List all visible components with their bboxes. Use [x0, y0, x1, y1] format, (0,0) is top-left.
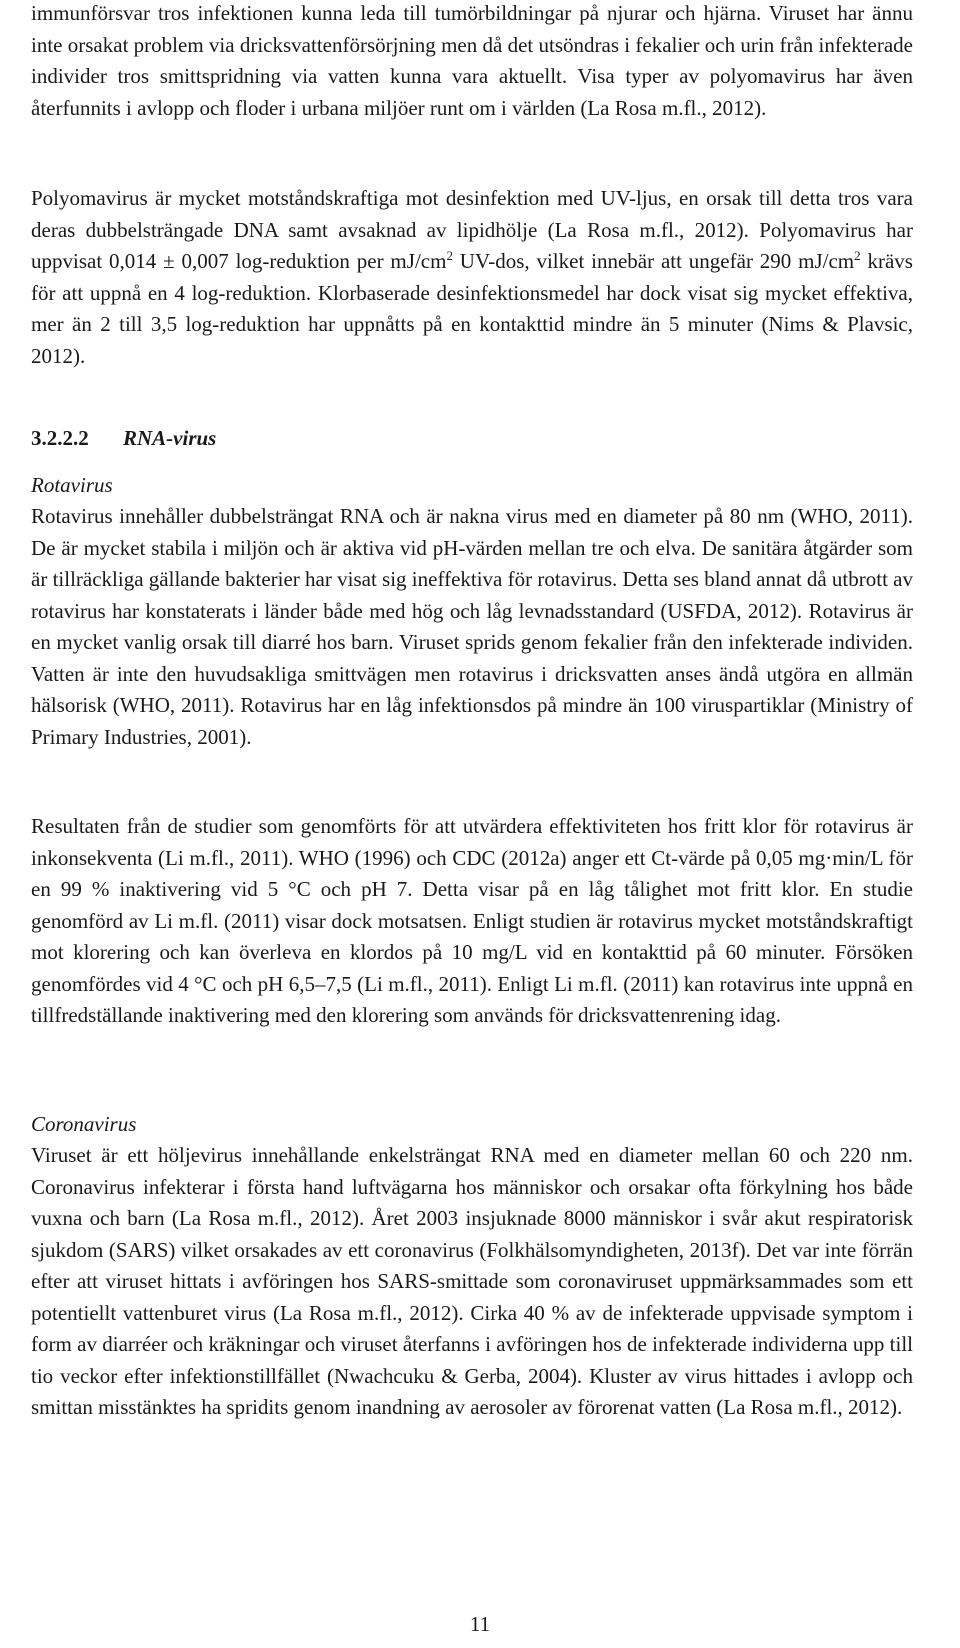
- paragraph-text: Polyomavirus är mycket motståndskraftiga mot desinfektion med UV-ljus, en orsak till detta tros vara deras dubbelsträngade DNA samt avsaknad av lipidhölje (La Rosa m.fl., 2012). Polyomavirus har uppvisat 0,014 ± 0,007 log-reduktion per mJ/cm: [31, 186, 913, 273]
- superscript: 2: [446, 248, 453, 263]
- subheading-coronavirus: Coronavirus: [31, 1112, 137, 1136]
- paragraph-rotavirus-chlorine: Resultaten från de studier som genomförts för att utvärdera effektiviteten hos fritt klor för rotavirus är inkonsekventa (Li m.fl., 2011). WHO (1996) och CDC (2012a) anger ett Ct-värde på 0,05 mg·min/L för en 99 % inaktivering vid 5 °C och pH 7. Detta visar på en låg tålighet mot fritt klor. En studie genomförd av Li m.fl. (2011) visar dock motsatsen. Enligt studien är rotavirus mycket motståndskraftigt mot klorering och kan överleva en klordos på 10 mg/L vid en kontakttid på 60 minuter. Försöken genomfördes vid 4 °C och pH 6,5–7,5 (Li m.fl., 2011). Enligt Li m.fl. (2011) kan rotavirus inte uppnå en tillfredställande inaktivering med den klorering som används för dricksvattenrening idag.: [31, 814, 913, 1027]
- paragraph-text: UV-dos, vilket innebär att ungefär 290 mJ/cm: [452, 249, 855, 273]
- superscript: 2: [854, 248, 861, 263]
- section-number: 3.2.2.2: [31, 426, 89, 450]
- paragraph-polyomavirus-intro: immunförsvar tros infektionen kunna leda till tumörbildningar på njurar och hjärna. Viruset har ännu inte orsakat problem via dricksvattenförsörjning men då det utsöndras i fekalier och urin från infekterade individer tros smittspridning via vatten kunna vara aktuellt. Visa typer av polyomavirus har även återfunnits i avlopp och floder i urbana miljöer runt om i världen (La Rosa m.fl., 2012).: [31, 1, 913, 120]
- paragraph-rotavirus-description: Rotavirus innehåller dubbelsträngat RNA och är nakna virus med en diameter på 80 nm (WHO, 2011). De är mycket stabila i miljön och är aktiva vid pH-värden mellan tre och elva. De sanitära åtgärder som är tillräckliga gällande bakterier har visat sig ineffektiva för rotavirus. Detta ses bland annat då utbrott av rotavirus har konstaterats i länder både med hög och låg levnadsstandard (USFDA, 2012). Rotavirus är en mycket vanlig orsak till diarré hos barn. Viruset sprids genom fekalier från den infekterade individen. Vatten är inte den huvudsakliga smittvägen men rotavirus i dricksvatten anses ändå utgöra en allmän hälsorisk (WHO, 2011). Rotavirus har en låg infektionsdos på mindre än 100 viruspartiklar (Ministry of Primary Industries, 2001).: [31, 504, 913, 749]
- section-title: RNA-virus: [123, 426, 217, 450]
- paragraph-text: krävs för att uppnå en 4 log-reduktion. Klorbaserade desinfektionsmedel har dock visat sig mycket effektiva, mer än 2 till 3,5 log-reduktion har uppnåtts på en kontakttid mindre än 5 minuter (Nims & Plavsic, 2012).: [31, 249, 913, 368]
- paragraph-coronavirus-description: Viruset är ett höljevirus innehållande enkelsträngat RNA med en diameter mellan 60 och 220 nm. Coronavirus infekterar i första hand luftvägarna hos människor och orsakar ofta förkylning hos både vuxna och barn (La Rosa m.fl., 2012). Året 2003 insjuknade 8000 människor i svår akut respiratorisk sjukdom (SARS) vilket orsakades av ett coronavirus (Folkhälsomyndigheten, 2013f). Det var inte förrän efter att viruset hittats i avföringen hos SARS-smittade som coronaviruset uppmärksammades som ett potentiellt vattenburet virus (La Rosa m.fl., 2012). Cirka 40 % av de infekterade uppvisade symptom i form av diarréer och kräkningar och viruset återfanns i avföringen hos de infekterade individerna upp till tio veckor efter infektionstillfället (Nwachcuku & Gerba, 2004). Kluster av virus hittades i avlopp och smittan misstänktes ha spridits genom inandning av aerosoler av förorenat vatten (La Rosa m.fl., 2012).: [31, 1143, 913, 1419]
- paragraph-polyomavirus-disinfection: [31, 183, 913, 372]
- subheading-rotavirus: Rotavirus: [31, 473, 113, 497]
- page-number: 11: [469, 1612, 491, 1636]
- section-heading: [31, 423, 913, 455]
